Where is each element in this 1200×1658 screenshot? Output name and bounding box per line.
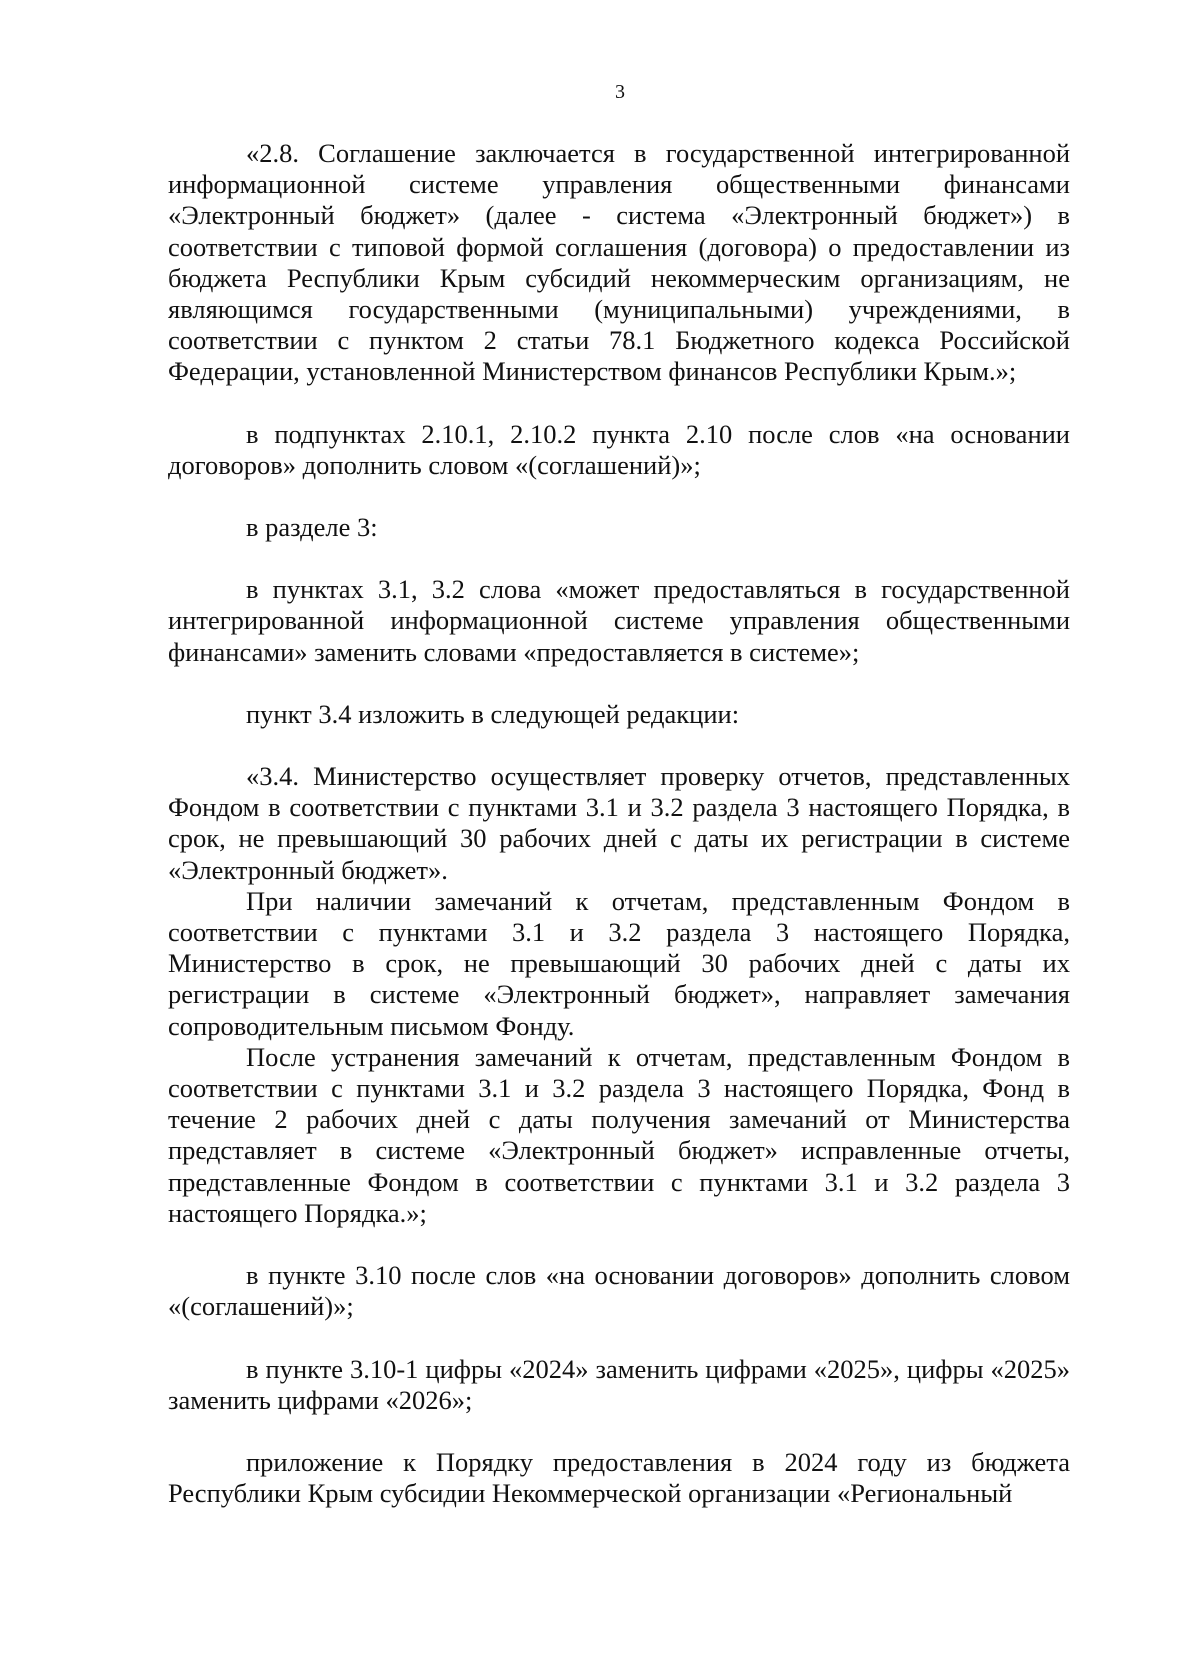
paragraph-after-remarks: После устранения замечаний к отчетам, представленным Фондом в соответствии с пунктами 3.1 и 3.2 раздела 3 настоящего Порядка, Фонд в течение 2 рабочих дней с даты получения замечаний от Министерства представляет в системе «Электронный бюджет» исправленные отчеты, представленные Фондом в соответствии с пунктами 3.1 и 3.2 раздела 3 настоящего Порядка.»;	[168, 1041, 1070, 1228]
paragraph-section-3: в разделе 3:	[246, 512, 378, 543]
paragraph-clauses-3-1-3-2: в пунктах 3.1, 3.2 слова «может предоставляться в государственной интегрированной информационной системе управления общественными финансами» заменить словами «предоставляется в системе»;	[168, 574, 1070, 667]
paragraph-remarks: При наличии замечаний к отчетам, представленным Фондом в соответствии с пунктами 3.1 и 3.2 раздела 3 настоящего Порядка, Министерство в срок, не превышающий 30 рабочих дней с даты их регистрации в системе «Электронный бюджет», направляет замечания сопроводительным письмом Фонду.	[168, 885, 1070, 1041]
page-number: 3	[615, 81, 625, 103]
paragraph-clause-3-10-1: в пункте 3.10-1 цифры «2024» заменить цифрами «2025», цифры «2025» заменить цифрами «2026»;	[168, 1353, 1070, 1415]
paragraph-clause-3-4-intro: пункт 3.4 изложить в следующей редакции:	[246, 698, 740, 729]
paragraph-subclauses-2-10: в подпунктах 2.10.1, 2.10.2 пункта 2.10 после слов «на основании договоров» дополнить словом «(соглашений)»;	[168, 418, 1070, 480]
paragraph-appendix: приложение к Порядку предоставления в 2024 году из бюджета Республики Крым субсидии Некоммерческой организации «Региональный	[168, 1446, 1070, 1509]
document-body	[168, 138, 1070, 1509]
paragraph-clause-3-10: в пункте 3.10 после слов «на основании договоров» дополнить словом «(соглашений)»;	[168, 1260, 1070, 1322]
paragraph-clause-2-8: «2.8. Соглашение заключается в государственной интегрированной информационной системе управления общественными финансами «Электронный бюджет» (далее - система «Электронный бюджет») в соответствии с типовой формой соглашения (договора) о предоставлении из бюджета Республики Крым субсидий некоммерческим организациям, не являющимся государственными (муниципальными) учреждениями, в соответствии с пунктом 2 статьи 78.1 Бюджетного кодекса Российской Федерации, установленной Министерством финансов Республики Крым.»;	[168, 138, 1070, 387]
paragraph-clause-3-4: «3.4. Министерство осуществляет проверку отчетов, представленных Фондом в соответствии с пунктами 3.1 и 3.2 раздела 3 настоящего Порядка, в срок, не превышающий 30 рабочих дней с даты их регистрации в системе «Электронный бюджет».	[168, 761, 1070, 885]
